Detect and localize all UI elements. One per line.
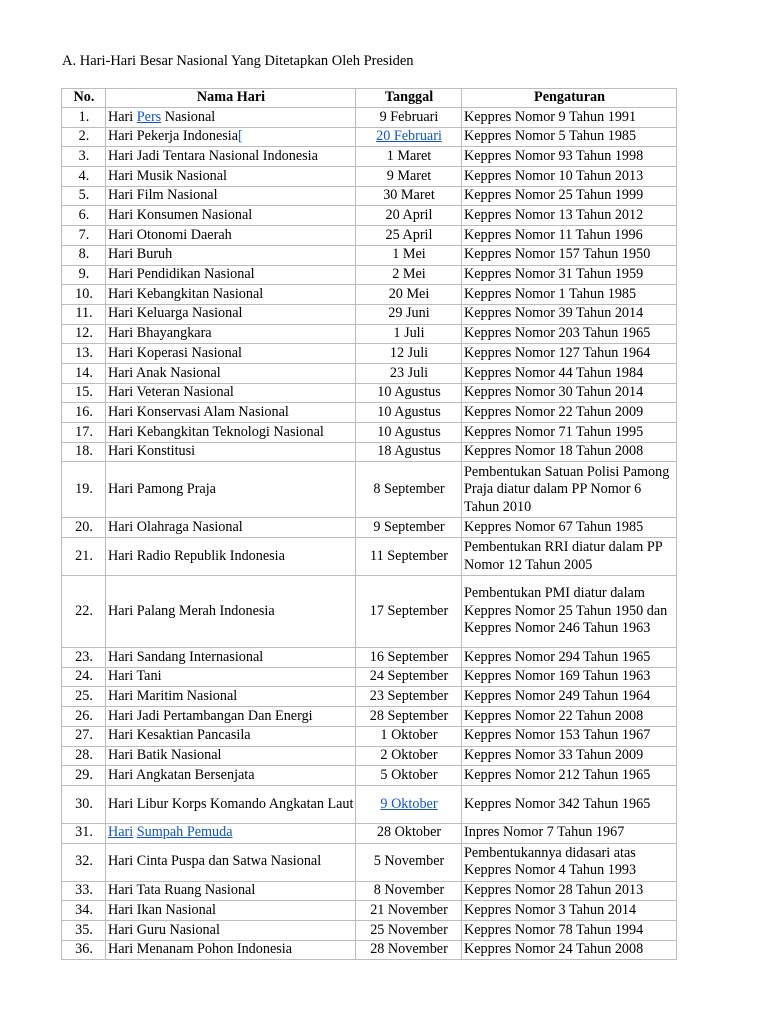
cell-pengaturan: Keppres Nomor 71 Tahun 1995 <box>462 423 677 443</box>
cell-tanggal: 20 April <box>356 206 462 226</box>
cell-pengaturan: Keppres Nomor 67 Tahun 1985 <box>462 518 677 538</box>
cell-pengaturan: Keppres Nomor 294 Tahun 1965 <box>462 648 677 668</box>
table-row <box>62 920 677 940</box>
cell-tanggal: 25 April <box>356 226 462 246</box>
table-row <box>62 442 677 462</box>
cell-nama-hari <box>106 127 356 147</box>
cell-pengaturan: Keppres Nomor 13 Tahun 2012 <box>462 206 677 226</box>
cell-no: 14. <box>62 363 106 383</box>
table-row <box>62 344 677 364</box>
page-heading: A. Hari-Hari Besar Nasional Yang Ditetapkan Oleh Presiden <box>62 53 414 69</box>
table-row <box>62 576 677 648</box>
nama-hari-text: Hari Musik Nasional <box>108 167 228 184</box>
cell-no: 26. <box>62 707 106 727</box>
cell-no: 32. <box>62 843 106 881</box>
cell-nama-hari <box>106 746 356 766</box>
cell-no: 30. <box>62 785 106 823</box>
nama-hari-text: Hari Cinta Puspa dan Satwa Nasional <box>108 853 322 870</box>
table-row <box>62 687 677 707</box>
nama-hari-text: Hari Anak Nasional <box>108 364 221 381</box>
cell-pengaturan: Keppres Nomor 33 Tahun 2009 <box>462 746 677 766</box>
cell-pengaturan: Keppres Nomor 22 Tahun 2009 <box>462 403 677 423</box>
cell-tanggal: 10 Agustus <box>356 403 462 423</box>
cell-tanggal: 28 September <box>356 707 462 727</box>
cell-pengaturan: Keppres Nomor 31 Tahun 1959 <box>462 265 677 285</box>
cell-pengaturan: Keppres Nomor 249 Tahun 1964 <box>462 687 677 707</box>
nama-hari-text: Hari Olahraga Nasional <box>108 518 243 535</box>
cell-pengaturan: Keppres Nomor 30 Tahun 2014 <box>462 383 677 403</box>
cell-nama-hari <box>106 940 356 960</box>
nama-hari-text: Hari Koperasi Nasional <box>108 344 242 361</box>
nama-hari-text: Hari Pekerja Indonesia <box>108 128 239 145</box>
cell-pengaturan: Keppres Nomor 153 Tahun 1967 <box>462 726 677 746</box>
cell-pengaturan: Pembentukan Satuan Polisi Pamong Praja diatur dalam PP Nomor 6 Tahun 2010 <box>462 462 677 518</box>
cell-pengaturan: Pembentukannya didasari atas Keppres Nomor 4 Tahun 1993 <box>462 843 677 881</box>
table-row <box>62 265 677 285</box>
nama-hari-text: Hari Sandang Internasional <box>108 648 264 665</box>
table-row <box>62 108 677 128</box>
cell-nama-hari <box>106 403 356 423</box>
cell-tanggal: 29 Juni <box>356 304 462 324</box>
cell-nama-hari <box>106 344 356 364</box>
cell-nama-hari <box>106 576 356 648</box>
column-header-tanggal: Tanggal <box>356 89 462 108</box>
cell-tanggal: 8 September <box>356 462 462 518</box>
cell-pengaturan: Keppres Nomor 342 Tahun 1965 <box>462 785 677 823</box>
cell-no: 9. <box>62 265 106 285</box>
cell-nama-hari <box>106 901 356 921</box>
cell-tanggal: 1 Maret <box>356 147 462 167</box>
table-row <box>62 785 677 823</box>
table-row <box>62 843 677 881</box>
cell-nama-hari <box>106 843 356 881</box>
cell-no: 29. <box>62 766 106 786</box>
table-row <box>62 363 677 383</box>
cell-nama-hari <box>106 881 356 901</box>
table-row <box>62 127 677 147</box>
table-row <box>62 167 677 187</box>
nama-hari-text: Hari Film Nasional <box>108 187 218 204</box>
cell-nama-hari <box>106 667 356 687</box>
column-header-pengaturan: Pengaturan <box>462 89 677 108</box>
cell-tanggal: 9 September <box>356 518 462 538</box>
cell-pengaturan: Keppres Nomor 78 Tahun 1994 <box>462 920 677 940</box>
cell-nama-hari <box>106 766 356 786</box>
table-row <box>62 186 677 206</box>
cell-pengaturan: Keppres Nomor 28 Tahun 2013 <box>462 881 677 901</box>
cell-no: 23. <box>62 648 106 668</box>
table-row <box>62 881 677 901</box>
nama-hari-text: Hari Pendidikan Nasional <box>108 266 255 283</box>
table-row <box>62 226 677 246</box>
table-row <box>62 823 677 843</box>
cell-tanggal: 30 Maret <box>356 186 462 206</box>
cell-no: 6. <box>62 206 106 226</box>
table-row <box>62 518 677 538</box>
cell-no: 3. <box>62 147 106 167</box>
cell-tanggal: 12 Juli <box>356 344 462 364</box>
nama-hari-text: Hari Kesaktian Pancasila <box>108 727 251 744</box>
cell-pengaturan: Keppres Nomor 10 Tahun 2013 <box>462 167 677 187</box>
tanggal-link[interactable]: 9 Oktober <box>380 795 438 812</box>
cell-nama-hari <box>106 363 356 383</box>
cell-pengaturan: Keppres Nomor 44 Tahun 1984 <box>462 363 677 383</box>
table-row <box>62 245 677 265</box>
nama-hari-text: Hari <box>108 108 137 125</box>
cell-no: 28. <box>62 746 106 766</box>
cell-no: 15. <box>62 383 106 403</box>
nama-hari-text: Hari Veteran Nasional <box>108 384 234 401</box>
cell-tanggal: 20 Mei <box>356 285 462 305</box>
cell-tanggal <box>356 127 462 147</box>
cell-pengaturan: Keppres Nomor 9 Tahun 1991 <box>462 108 677 128</box>
table-header-row <box>62 89 677 108</box>
cell-no: 31. <box>62 823 106 843</box>
cell-tanggal <box>356 785 462 823</box>
cell-nama-hari <box>106 285 356 305</box>
nama-hari-text: Hari Ikan Nasional <box>108 901 216 918</box>
cell-no: 12. <box>62 324 106 344</box>
cell-tanggal: 1 Juli <box>356 324 462 344</box>
cell-tanggal: 23 Juli <box>356 363 462 383</box>
cell-tanggal: 11 September <box>356 538 462 576</box>
nama-hari-text: Hari Keluarga Nasional <box>108 305 243 322</box>
cell-nama-hari <box>106 147 356 167</box>
nama-hari-text: Hari Jadi Pertambangan Dan Energi <box>108 707 313 724</box>
nama-hari-text: Hari Otonomi Daerah <box>108 226 232 243</box>
cell-no: 1. <box>62 108 106 128</box>
cell-tanggal: 24 September <box>356 667 462 687</box>
cell-tanggal: 2 Oktober <box>356 746 462 766</box>
cell-nama-hari <box>106 462 356 518</box>
cell-no: 27. <box>62 726 106 746</box>
cell-pengaturan: Keppres Nomor 1 Tahun 1985 <box>462 285 677 305</box>
cell-pengaturan: Pembentukan RRI diatur dalam PP Nomor 12 Tahun 2005 <box>462 538 677 576</box>
nama-hari-text: Hari Kebangkitan Nasional <box>108 285 264 302</box>
table-row <box>62 324 677 344</box>
cell-tanggal: 1 Mei <box>356 245 462 265</box>
cell-tanggal: 18 Agustus <box>356 442 462 462</box>
nama-hari-link[interactable]: Hari <box>108 824 134 841</box>
cell-no: 21. <box>62 538 106 576</box>
table-row <box>62 538 677 576</box>
cell-nama-hari <box>106 265 356 285</box>
nama-hari-text: Hari Angkatan Bersenjata <box>108 766 255 783</box>
cell-tanggal: 5 Oktober <box>356 766 462 786</box>
cell-tanggal: 9 Maret <box>356 167 462 187</box>
cell-nama-hari <box>106 324 356 344</box>
cell-no: 34. <box>62 901 106 921</box>
cell-nama-hari <box>106 226 356 246</box>
cell-tanggal: 8 November <box>356 881 462 901</box>
cell-pengaturan: Keppres Nomor 22 Tahun 2008 <box>462 707 677 727</box>
cell-nama-hari <box>106 442 356 462</box>
cell-pengaturan: Keppres Nomor 25 Tahun 1999 <box>462 186 677 206</box>
cell-pengaturan: Keppres Nomor 93 Tahun 1998 <box>462 147 677 167</box>
nama-hari-text: Hari Maritim Nasional <box>108 688 238 705</box>
cell-no: 8. <box>62 245 106 265</box>
table-row <box>62 766 677 786</box>
holidays-table <box>61 88 677 960</box>
cell-no: 16. <box>62 403 106 423</box>
cell-pengaturan: Keppres Nomor 11 Tahun 1996 <box>462 226 677 246</box>
cell-nama-hari <box>106 785 356 823</box>
cell-nama-hari <box>106 383 356 403</box>
cell-tanggal: 23 September <box>356 687 462 707</box>
cell-tanggal: 10 Agustus <box>356 423 462 443</box>
nama-hari-text: Hari Radio Republik Indonesia <box>108 547 285 564</box>
cell-tanggal: 28 Oktober <box>356 823 462 843</box>
nama-hari-text: Hari Buruh <box>108 246 173 263</box>
cell-nama-hari <box>106 726 356 746</box>
nama-hari-text: Hari Bhayangkara <box>108 325 212 342</box>
nama-hari-text: Hari Konstitusi <box>108 443 196 460</box>
cell-nama-hari <box>106 823 356 843</box>
table-row <box>62 940 677 960</box>
cell-nama-hari <box>106 304 356 324</box>
nama-hari-text: Hari Libur Korps Komando Angkatan Laut <box>108 795 354 812</box>
cell-no: 5. <box>62 186 106 206</box>
cell-pengaturan: Pembentukan PMI diatur dalam Keppres Nomor 25 Tahun 1950 dan Keppres Nomor 246 Tahun 1963 <box>462 576 677 648</box>
nama-hari-link[interactable]: [ <box>238 128 243 145</box>
table-row <box>62 462 677 518</box>
table-row <box>62 648 677 668</box>
cell-pengaturan: Keppres Nomor 203 Tahun 1965 <box>462 324 677 344</box>
cell-no: 13. <box>62 344 106 364</box>
table-row <box>62 746 677 766</box>
cell-no: 33. <box>62 881 106 901</box>
cell-tanggal: 25 November <box>356 920 462 940</box>
cell-nama-hari <box>106 687 356 707</box>
cell-nama-hari <box>106 648 356 668</box>
cell-tanggal: 9 Februari <box>356 108 462 128</box>
cell-no: 2. <box>62 127 106 147</box>
table-row <box>62 206 677 226</box>
table-row <box>62 304 677 324</box>
cell-no: 18. <box>62 442 106 462</box>
table-row <box>62 423 677 443</box>
cell-nama-hari <box>106 707 356 727</box>
cell-tanggal: 21 November <box>356 901 462 921</box>
cell-pengaturan: Keppres Nomor 3 Tahun 2014 <box>462 901 677 921</box>
cell-pengaturan: Keppres Nomor 212 Tahun 1965 <box>462 766 677 786</box>
cell-no: 22. <box>62 576 106 648</box>
cell-pengaturan: Keppres Nomor 39 Tahun 2014 <box>462 304 677 324</box>
nama-hari-text: Hari Konsumen Nasional <box>108 207 253 224</box>
cell-pengaturan: Keppres Nomor 18 Tahun 2008 <box>462 442 677 462</box>
cell-tanggal: 2 Mei <box>356 265 462 285</box>
cell-tanggal: 28 November <box>356 940 462 960</box>
nama-hari-text: Hari Pamong Praja <box>108 481 216 498</box>
table-row <box>62 285 677 305</box>
table-row <box>62 403 677 423</box>
nama-hari-text: Nasional <box>161 108 216 125</box>
nama-hari-link[interactable]: Sumpah Pemuda <box>136 824 233 841</box>
cell-no: 25. <box>62 687 106 707</box>
cell-no: 10. <box>62 285 106 305</box>
cell-tanggal: 10 Agustus <box>356 383 462 403</box>
cell-pengaturan: Keppres Nomor 157 Tahun 1950 <box>462 245 677 265</box>
cell-nama-hari <box>106 423 356 443</box>
column-header-no: No. <box>62 89 106 108</box>
nama-hari-text: Hari Guru Nasional <box>108 921 220 938</box>
cell-no: 19. <box>62 462 106 518</box>
table-row <box>62 667 677 687</box>
nama-hari-text: Hari Kebangkitan Teknologi Nasional <box>108 423 324 440</box>
tanggal-link[interactable]: 20 Februari <box>376 128 442 145</box>
table-row <box>62 726 677 746</box>
cell-no: 4. <box>62 167 106 187</box>
nama-hari-text: Hari Tata Ruang Nasional <box>108 882 256 899</box>
nama-hari-text: Hari Jadi Tentara Nasional Indonesia <box>108 147 318 164</box>
cell-nama-hari <box>106 206 356 226</box>
nama-hari-text: Hari Batik Nasional <box>108 747 222 764</box>
cell-no: 7. <box>62 226 106 246</box>
cell-no: 11. <box>62 304 106 324</box>
cell-pengaturan: Keppres Nomor 24 Tahun 2008 <box>462 940 677 960</box>
column-header-nama-hari: Nama Hari <box>106 89 356 108</box>
cell-nama-hari <box>106 538 356 576</box>
cell-no: 36. <box>62 940 106 960</box>
cell-nama-hari <box>106 245 356 265</box>
table-row <box>62 383 677 403</box>
table-body <box>62 108 677 960</box>
nama-hari-text: Hari Konservasi Alam Nasional <box>108 403 289 420</box>
table-row <box>62 147 677 167</box>
cell-tanggal: 16 September <box>356 648 462 668</box>
cell-pengaturan: Keppres Nomor 127 Tahun 1964 <box>462 344 677 364</box>
cell-no: 24. <box>62 667 106 687</box>
cell-nama-hari <box>106 186 356 206</box>
cell-tanggal: 1 Oktober <box>356 726 462 746</box>
nama-hari-text: Hari Menanam Pohon Indonesia <box>108 941 293 958</box>
cell-nama-hari <box>106 108 356 128</box>
cell-tanggal: 5 November <box>356 843 462 881</box>
cell-nama-hari <box>106 920 356 940</box>
cell-pengaturan: Keppres Nomor 5 Tahun 1985 <box>462 127 677 147</box>
nama-hari-link[interactable]: Pers <box>136 108 162 125</box>
cell-tanggal: 17 September <box>356 576 462 648</box>
nama-hari-text: Hari Palang Merah Indonesia <box>108 602 275 619</box>
cell-no: 20. <box>62 518 106 538</box>
cell-no: 35. <box>62 920 106 940</box>
table-row <box>62 901 677 921</box>
cell-nama-hari <box>106 167 356 187</box>
cell-pengaturan: Keppres Nomor 169 Tahun 1963 <box>462 667 677 687</box>
nama-hari-text: Hari Tani <box>108 668 162 685</box>
cell-nama-hari <box>106 518 356 538</box>
cell-pengaturan: Inpres Nomor 7 Tahun 1967 <box>462 823 677 843</box>
cell-no: 17. <box>62 423 106 443</box>
table-row <box>62 707 677 727</box>
